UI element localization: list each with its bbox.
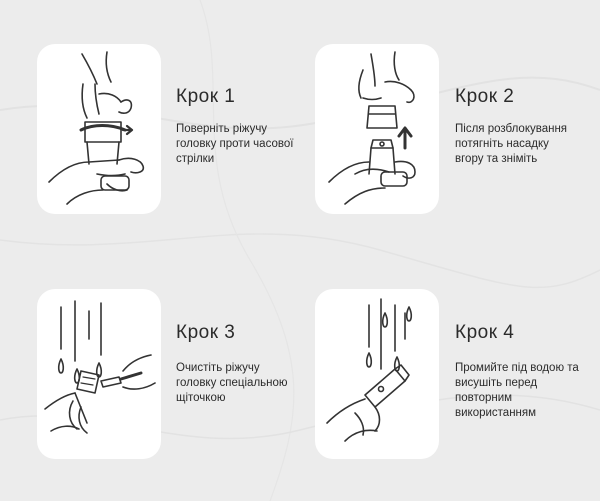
step-3-title: Крок 3 [176, 322, 236, 343]
step-4-card [315, 289, 439, 459]
brush-clean-icon [37, 289, 161, 459]
hand-pull-up-icon [315, 44, 439, 214]
step-1-card [37, 44, 161, 214]
step-3-text: Очистіть ріжучу головку спеціальною щіточкою [176, 362, 288, 404]
hand-rotate-head-icon [37, 44, 161, 214]
water-rinse-icon [315, 289, 439, 459]
step-2-card [315, 44, 439, 214]
step-1-title: Крок 1 [176, 86, 236, 107]
step-4-text: Промийте під водою та висушіть перед повторним використанням [455, 362, 579, 419]
step-4-title: Крок 4 [455, 322, 515, 343]
step-1-text: Поверніть ріжучу головку проти часової стрілки [176, 123, 294, 165]
step-2-title: Крок 2 [455, 86, 515, 107]
step-2-text: Після розблокування потягніть насадку вгору та зніміть [455, 123, 568, 165]
step-3-card [37, 289, 161, 459]
